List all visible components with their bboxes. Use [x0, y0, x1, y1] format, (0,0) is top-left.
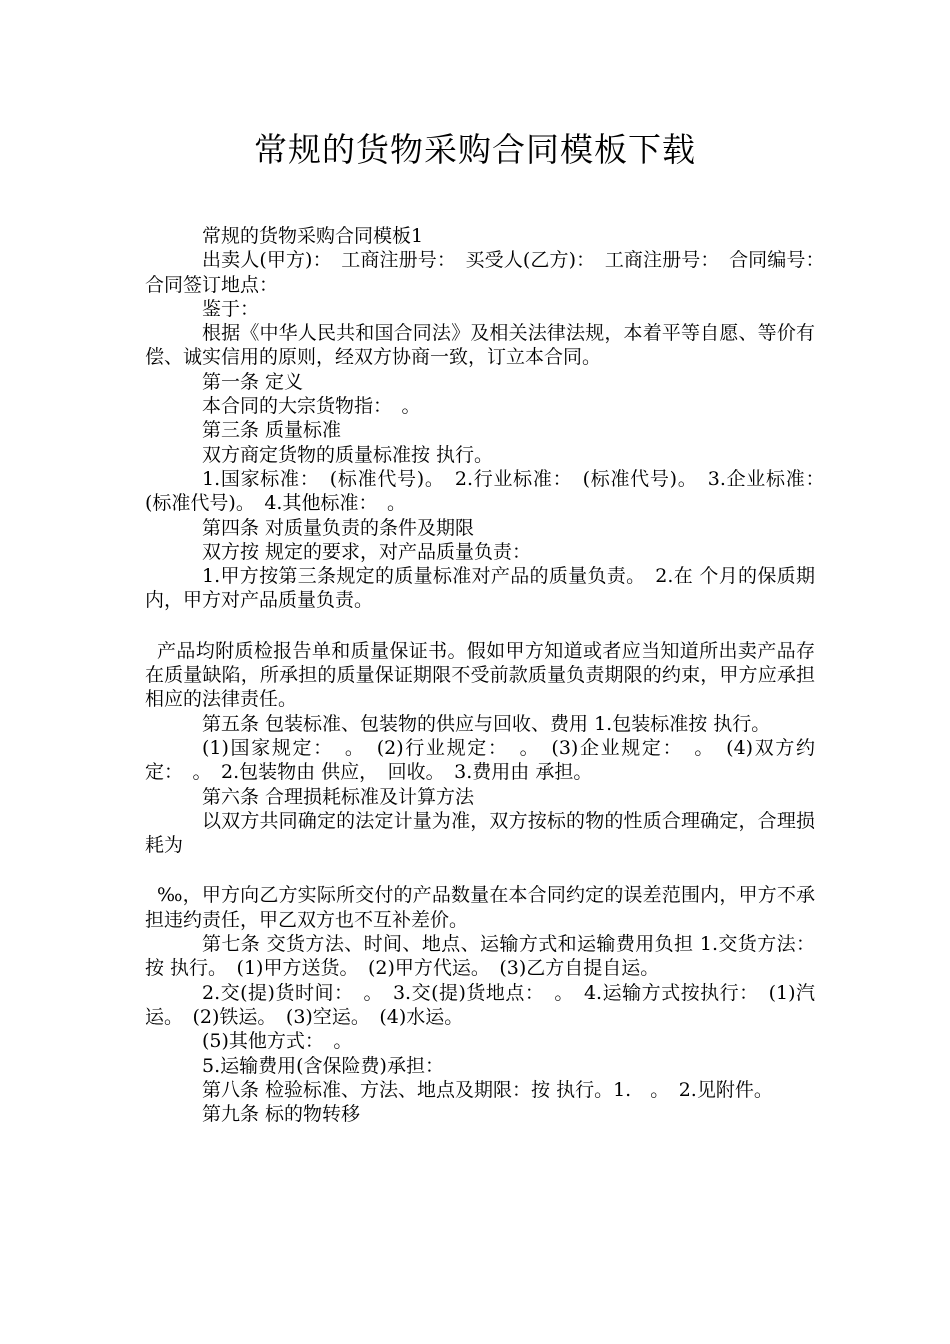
paragraph-standard-list: 1.国家标准： (标准代号)。 2.行业标准： (标准代号)。 3.企业标准： (标准代号)。 4.其他标准： 。 — [145, 467, 835, 515]
heading-article-1: 第一条 定义 — [202, 370, 304, 393]
paragraph-whereas: 鉴于： — [202, 297, 260, 320]
paragraph-quality-certificate: 产品均附质检报告单和质量保证书。假如甲方知道或者应当知道所出卖产品存在质量缺陷，所承担的质量保证期限不受前款质量负责期限的约束，甲方应承担相应的法律责任。 — [145, 639, 815, 711]
paragraph-other-transport: (5)其他方式： 。 — [202, 1030, 353, 1053]
heading-article-3: 第三条 质量标准 — [202, 419, 342, 442]
paragraph-preamble: 根据《中华人民共和国合同法》及相关法律法规，本着平等自愿、等价有偿、诚实信用的原则，经双方协商一致，订立本合同。 — [145, 322, 815, 369]
document-title: 常规的货物采购合同模板下载 — [254, 130, 696, 169]
paragraph-freight-cost: 5.运输费用(含保险费)承担： — [202, 1054, 444, 1077]
heading-article-4: 第四条 对质量负责的条件及期限 — [202, 516, 475, 539]
paragraph-packaging-list: (1)国家规定： 。 (2)行业规定： 。 (3)企业规定： 。 (4)双方约定： 。 2.包装物由 供应， 回收。 3.费用由 承担。 — [145, 736, 815, 784]
paragraph-loss-standard: 以双方共同确定的法定计量为准，双方按标的物的性质合理确定，合理损耗为 — [145, 809, 815, 857]
heading-article-8: 第八条 检验标准、方法、地点及期限：按 执行。1. 。 2.见附件。 — [202, 1078, 773, 1101]
paragraph-parties: 出卖人(甲方)： 工商注册号： 买受人(乙方)： 工商注册号： 合同编号： 合同签订地点： — [145, 249, 835, 296]
paragraph-delivery-terms: 2.交(提)货时间： 。 3.交(提)货地点： 。 4.运输方式按执行： (1)汽运。 (2)铁运。 (3)空运。 (4)水运。 — [145, 981, 815, 1028]
heading-article-7: 第七条 交货方法、时间、地点、运输方式和运输费用负担 1.交货方法：按 执行。 (1)甲方送货。 (2)甲方代运。 (3)乙方自提自运。 — [145, 933, 815, 980]
paragraph-quality-terms: 1.甲方按第三条规定的质量标准对产品的质量负责。 2.在 个月的保质期内，甲方对产品质量负责。 — [145, 565, 815, 612]
paragraph-loss-tolerance: ‰，甲方向乙方实际所交付的产品数量在本合同约定的误差范围内，甲方不承担违约责任，甲乙双方也不互补差价。 — [145, 884, 815, 931]
heading-article-5: 第五条 包装标准、包装物的供应与回收、费用 1.包装标准按 执行。 — [202, 712, 771, 735]
paragraph-template-heading: 常规的货物采购合同模板1 — [202, 225, 424, 247]
paragraph-quality-responsibility: 双方按 规定的要求，对产品质量负责： — [202, 540, 532, 563]
heading-article-6: 第六条 合理损耗标准及计算方法 — [202, 785, 475, 808]
document-body — [145, 224, 835, 1126]
heading-article-9: 第九条 标的物转移 — [202, 1103, 361, 1126]
paragraph-quality-standard: 双方商定货物的质量标准按 执行。 — [202, 443, 494, 466]
paragraph-definition: 本合同的大宗货物指： 。 — [202, 395, 421, 418]
